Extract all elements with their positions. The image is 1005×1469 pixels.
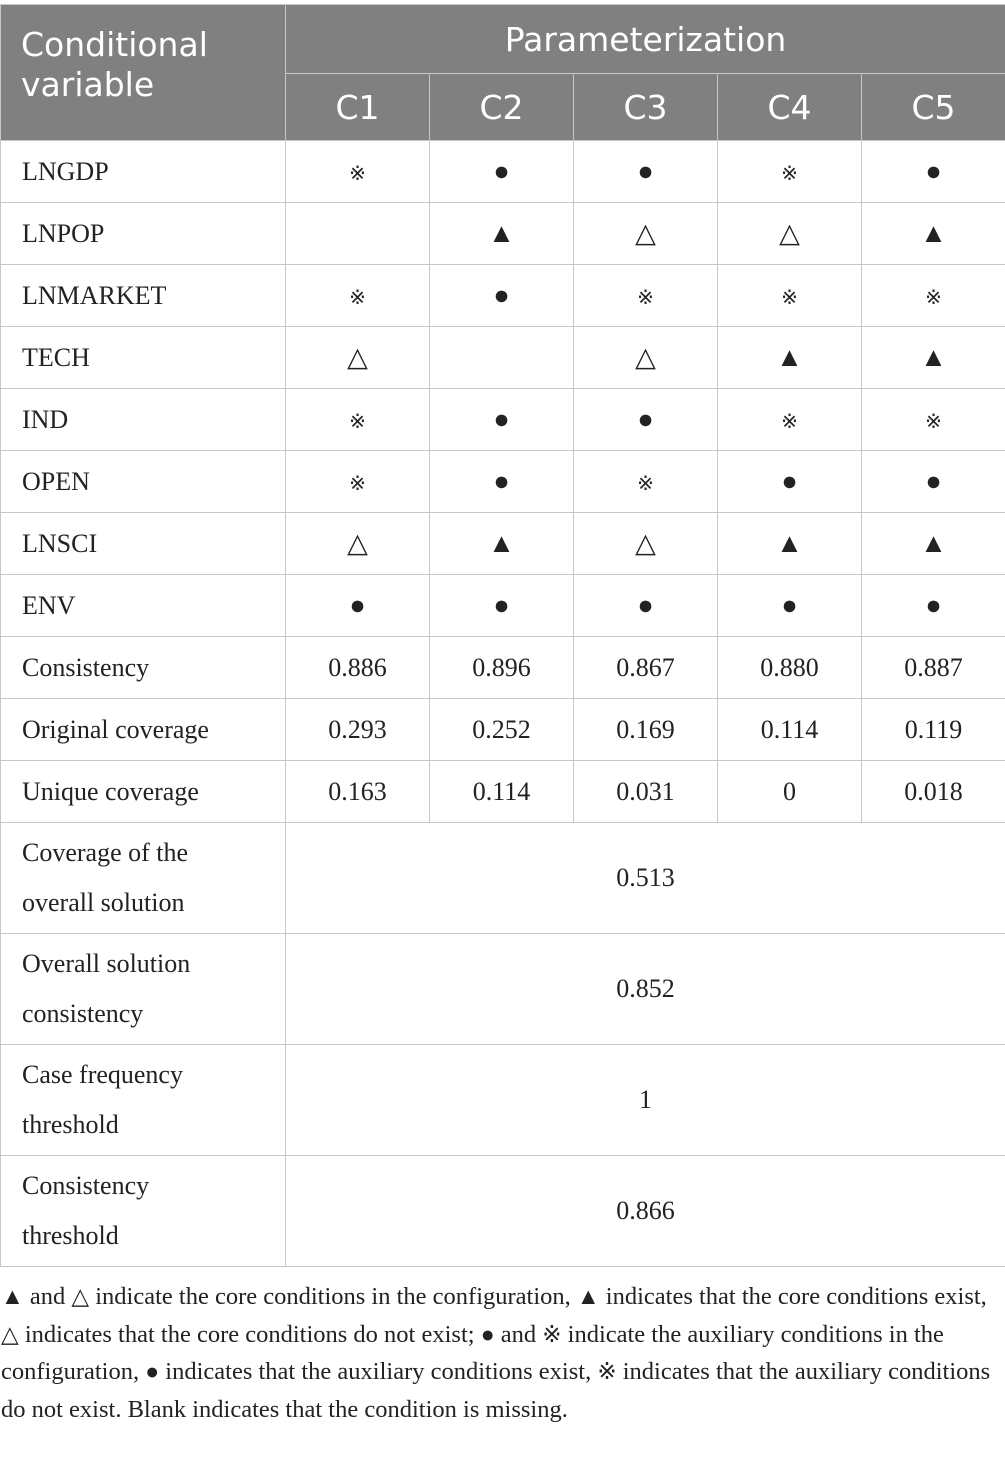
- table-row: [1, 141, 1005, 203]
- core-exist-icon: ▲: [920, 527, 947, 558]
- table-cell: [718, 141, 862, 203]
- table-cell: [286, 265, 430, 327]
- row-label: ENV: [1, 575, 286, 637]
- group-header: Parameterization: [286, 5, 1005, 74]
- table-cell: [718, 451, 862, 513]
- row-label: [1, 1045, 286, 1156]
- table-cell: [862, 451, 1005, 513]
- aux-exist-icon: ●: [637, 589, 654, 620]
- aux-exist-icon: ●: [925, 465, 942, 496]
- summary-row: [1, 934, 1005, 1045]
- core-absent-icon: △: [779, 217, 800, 248]
- table-cell: [862, 141, 1005, 203]
- core-exist-icon: ▲: [920, 217, 947, 248]
- core-exist-icon: ▲: [920, 341, 947, 372]
- table-body: [1, 141, 1005, 1267]
- table-cell: [862, 327, 1005, 389]
- summary-value: 0.866: [286, 1156, 1005, 1267]
- core-absent-icon: △: [347, 527, 368, 558]
- value-cell: 0.887: [862, 637, 1005, 699]
- config-header: C4: [718, 74, 862, 141]
- table-cell: [286, 451, 430, 513]
- table-row: [1, 637, 1005, 699]
- aux-exist-icon: ●: [493, 465, 510, 496]
- config-header: C5: [862, 74, 1005, 141]
- summary-value: 0.852: [286, 934, 1005, 1045]
- aux-absent-icon: ※: [925, 410, 942, 433]
- core-exist-icon: ▲: [776, 341, 803, 372]
- row-label-line: Consistency: [22, 1171, 150, 1200]
- core-absent-icon: △: [635, 341, 656, 372]
- row-label: LNPOP: [1, 203, 286, 265]
- footnote-text: and: [494, 1320, 543, 1348]
- config-header: C1: [286, 74, 430, 141]
- core-exist-symbol: ▲: [1, 1284, 24, 1309]
- row-label-line: overall solution: [22, 888, 185, 917]
- table-cell: [430, 389, 574, 451]
- aux-exist-icon: ●: [637, 155, 654, 186]
- table-cell: [574, 575, 718, 637]
- row-label: LNGDP: [1, 141, 286, 203]
- row-label-line: threshold: [22, 1221, 119, 1250]
- row-label-line: Coverage of the: [22, 838, 189, 867]
- row-label: [1, 1156, 286, 1267]
- table-cell: [430, 203, 574, 265]
- table-cell: [574, 141, 718, 203]
- aux-absent-icon: ※: [349, 410, 366, 433]
- value-cell: 0.119: [862, 699, 1005, 761]
- table-header: [1, 5, 1005, 141]
- value-cell: 0.880: [718, 637, 862, 699]
- value-cell: 0.114: [718, 699, 862, 761]
- aux-exist-icon: ●: [637, 403, 654, 434]
- table-cell: [574, 389, 718, 451]
- aux-absent-icon: ※: [349, 286, 366, 309]
- value-cell: 0: [718, 761, 862, 823]
- aux-exist-icon: ●: [493, 279, 510, 310]
- table-row: [1, 575, 1005, 637]
- row-label: Consistency: [1, 637, 286, 699]
- core-absent-symbol: △: [1, 1321, 19, 1347]
- aux-absent-icon: ※: [925, 286, 942, 309]
- table-cell: [862, 203, 1005, 265]
- table-cell: [862, 575, 1005, 637]
- table-row: [1, 513, 1005, 575]
- row-label-line: threshold: [22, 1110, 119, 1139]
- table-cell: [574, 513, 718, 575]
- table-row: [1, 389, 1005, 451]
- table-row: [1, 203, 1005, 265]
- config-header: C3: [574, 74, 718, 141]
- row-label: [1, 934, 286, 1045]
- row-label: Original coverage: [1, 699, 286, 761]
- footnote-text: indicates that the auxiliary conditions exist,: [159, 1358, 598, 1385]
- value-cell: 0.169: [574, 699, 718, 761]
- footnote-text: and: [23, 1283, 72, 1310]
- value-cell: 0.886: [286, 637, 430, 699]
- value-cell: 0.293: [286, 699, 430, 761]
- table-cell: [718, 265, 862, 327]
- core-absent-symbol: △: [71, 1284, 90, 1309]
- value-cell: 0.896: [430, 637, 574, 699]
- core-absent-icon: △: [635, 527, 656, 558]
- table-cell: [430, 141, 574, 203]
- aux-absent-icon: ※: [781, 162, 798, 185]
- table-cell: [430, 451, 574, 513]
- table-cell: [862, 265, 1005, 327]
- table-cell: [574, 327, 718, 389]
- table-row: [1, 761, 1005, 823]
- row-label: Unique coverage: [1, 761, 286, 823]
- table-cell: [430, 265, 574, 327]
- aux-absent-icon: ※: [349, 162, 366, 185]
- footnote: [1, 1278, 1001, 1428]
- value-cell: 0.252: [430, 699, 574, 761]
- footnote-text: indicates that the auxiliary conditions do not exist. Blank indicates that the condition is missing.: [1, 1358, 991, 1423]
- aux-exist-icon: ●: [493, 403, 510, 434]
- row-label: OPEN: [1, 451, 286, 513]
- footnote-text: indicates that the core conditions exist,: [599, 1283, 987, 1310]
- table-cell: [718, 575, 862, 637]
- aux-exist-icon: ●: [781, 589, 798, 620]
- aux-exist-symbol: ●: [145, 1359, 160, 1384]
- value-cell: 0.163: [286, 761, 430, 823]
- table-cell: [574, 265, 718, 327]
- footnote-text: indicate the auxiliary conditions in the configuration,: [1, 1320, 944, 1385]
- core-exist-icon: ▲: [776, 527, 803, 558]
- value-cell: 0.031: [574, 761, 718, 823]
- table-cell: [286, 513, 430, 575]
- table-cell: [430, 513, 574, 575]
- table-cell: [286, 141, 430, 203]
- aux-exist-icon: ●: [925, 155, 942, 186]
- aux-exist-icon: ●: [925, 589, 942, 620]
- table-cell: [718, 389, 862, 451]
- config-header: C2: [430, 74, 574, 141]
- aux-exist-icon: ●: [781, 465, 798, 496]
- core-exist-icon: ▲: [488, 217, 515, 248]
- footnote-text: indicate the core conditions in the configuration,: [89, 1283, 577, 1310]
- table-cell: [718, 203, 862, 265]
- aux-absent-symbol: ※: [542, 1321, 562, 1347]
- row-label: IND: [1, 389, 286, 451]
- table-cell: [574, 451, 718, 513]
- summary-row: [1, 1156, 1005, 1267]
- table-cell: [286, 389, 430, 451]
- aux-exist-icon: ●: [493, 155, 510, 186]
- table-cell: [574, 203, 718, 265]
- aux-absent-icon: ※: [781, 410, 798, 433]
- core-absent-icon: △: [347, 341, 368, 372]
- table-cell: [862, 389, 1005, 451]
- footnote-text: indicates that the core conditions do not exist;: [18, 1320, 481, 1348]
- table-cell: [286, 575, 430, 637]
- row-label: LNMARKET: [1, 265, 286, 327]
- aux-exist-icon: ●: [349, 589, 366, 620]
- aux-absent-icon: ※: [781, 286, 798, 309]
- corner-header: Conditional variable: [1, 5, 286, 141]
- row-label-line: Overall solution: [22, 949, 191, 978]
- table-row: [1, 265, 1005, 327]
- empty-cell: [430, 327, 574, 389]
- value-cell: 0.867: [574, 637, 718, 699]
- empty-cell: [286, 203, 430, 265]
- table-row: [1, 451, 1005, 513]
- row-label: [1, 823, 286, 934]
- core-exist-symbol: ▲: [576, 1284, 600, 1309]
- row-label-line: consistency: [22, 999, 144, 1028]
- value-cell: 0.114: [430, 761, 574, 823]
- configuration-table: [0, 4, 1005, 1267]
- aux-absent-icon: ※: [349, 472, 366, 495]
- summary-row: [1, 1045, 1005, 1156]
- aux-exist-symbol: ●: [480, 1321, 495, 1347]
- row-label: TECH: [1, 327, 286, 389]
- core-exist-icon: ▲: [488, 527, 515, 558]
- summary-value: 1: [286, 1045, 1005, 1156]
- aux-absent-symbol: ※: [597, 1359, 617, 1384]
- table-cell: [430, 575, 574, 637]
- aux-absent-icon: ※: [637, 286, 654, 309]
- row-label: LNSCI: [1, 513, 286, 575]
- row-label-line: Case frequency: [22, 1060, 183, 1089]
- table-cell: [718, 327, 862, 389]
- summary-value: 0.513: [286, 823, 1005, 934]
- aux-exist-icon: ●: [493, 589, 510, 620]
- value-cell: 0.018: [862, 761, 1005, 823]
- core-absent-icon: △: [635, 217, 656, 248]
- table-cell: [718, 513, 862, 575]
- table-row: [1, 699, 1005, 761]
- table-cell: [286, 327, 430, 389]
- table-row: [1, 327, 1005, 389]
- summary-row: [1, 823, 1005, 934]
- table-cell: [862, 513, 1005, 575]
- aux-absent-icon: ※: [637, 472, 654, 495]
